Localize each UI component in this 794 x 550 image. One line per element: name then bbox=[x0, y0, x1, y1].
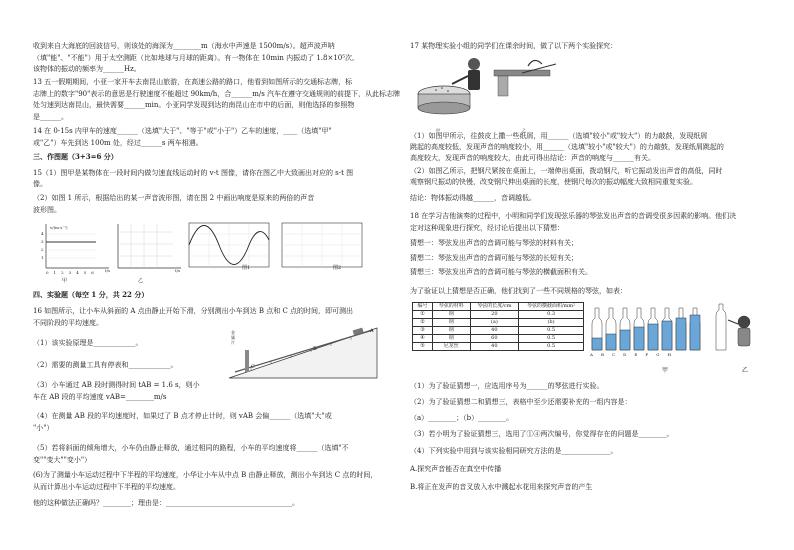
tick-label: 2 bbox=[41, 247, 44, 252]
section-heading: 三、作图题（3+3=6 分） bbox=[33, 152, 118, 161]
tick-label: 1 bbox=[53, 270, 57, 275]
text-line: （3）小车通过 AB 段时测得时间 tAB = 1.6 s，则小 bbox=[33, 381, 200, 389]
text-line: 猜想三：琴弦发出声音的音调可能与琴弦的横截面积有关。 bbox=[410, 268, 592, 276]
table-header-cell: 编号 bbox=[413, 303, 433, 311]
tick-label: 5 bbox=[83, 270, 87, 275]
text-line: 结论：物体振动得越______，音调越低。 bbox=[410, 194, 536, 202]
text-line: 定对这种现象进行探究，经讨论后提出以下猜想： bbox=[410, 224, 564, 232]
figure-caption: 甲 bbox=[62, 278, 68, 284]
table-row bbox=[413, 327, 584, 335]
text-line: （1）如图甲所示，往鼓皮上撒一些纸屑，用______（选填"较小"或"较大"）的力敲鼓，发现纸屑 bbox=[410, 132, 708, 140]
text-line: 跳起的高度较低，发现声音的响度较小，用______（选填"较小"或"较大"）的力敲鼓，发现纸屑跳起的 bbox=[410, 143, 724, 151]
table-cell: 40 bbox=[470, 343, 518, 351]
text-line: （a）________；（b）________。 bbox=[410, 414, 514, 422]
table-cell: ② bbox=[413, 319, 433, 327]
incline-figure bbox=[221, 326, 381, 384]
table-row bbox=[413, 319, 584, 327]
table-cell: (a) bbox=[470, 319, 518, 327]
text-line: 从而计算出小车运动过程中下半程的平均速度。 bbox=[33, 483, 180, 491]
tick-label: 3 bbox=[41, 239, 44, 244]
text-line: "小"） bbox=[33, 424, 54, 432]
text-line: （4）在测量 AB 段的平均速度时，如果过了 B 点才停止计时，则 vAB 会偏______（选填"大"或 bbox=[33, 412, 332, 420]
text-line: A.探究声音能否在真空中传播 bbox=[410, 465, 502, 473]
string-spec-table bbox=[412, 302, 584, 351]
tick-label: 6 bbox=[91, 270, 94, 275]
text-line: 高度较大，发现声音的响度较大，由此可得出结论：声音的响度与______有关。 bbox=[410, 154, 655, 162]
point-label: C bbox=[251, 364, 255, 370]
figure-caption: 甲 bbox=[662, 367, 669, 374]
table-cell: ⑤ bbox=[413, 343, 433, 351]
text-line: （填"能"、"不能"）用于太空测距（比如地球与月球的距离）。有一物体在 10min 内振动了 1.8×10⁵次, bbox=[33, 54, 355, 62]
text-line: 观察钢尺振动的快慢，改变钢尺伸出桌面的长度，使钢尺每次的振动幅度大致相同重复实验。 bbox=[410, 178, 697, 186]
table-cell: 0.5 bbox=[519, 335, 584, 343]
text-line: 14 在 0-15s 内甲车的速度______（选填"大于"、"等于"或"小于"）乙车的速度，____（选填"甲" bbox=[33, 127, 332, 135]
text-line: 为了验证以上猜想是否正确，他们找到了一些不同规格的琴弦，如表： bbox=[410, 287, 627, 295]
tick-label: 1 bbox=[41, 255, 44, 260]
text-line: 收到来自大海底的回波信号，则该处的海深为________m（海水中声速是 1500m/s）。超声波声呐 bbox=[33, 42, 335, 50]
text-line: (6)为了测量小车运动过程中下半程的平均速度，小华让小车从中点 B 由静止释放，测出小车到达 C 点的时间， bbox=[33, 471, 378, 479]
text-line: 车在 AB 段的平均速度 vAB=________m/s bbox=[33, 393, 167, 401]
figure-caption: 甲 bbox=[436, 128, 440, 133]
table-cell: 0.3 bbox=[519, 311, 584, 319]
text-line: （2）为了验证猜想二和猜想三，表格中至少还需要补充的一组内容是： bbox=[410, 398, 632, 406]
table-row bbox=[413, 335, 584, 343]
text-line: 该物体的振动的频率为______Hz。 bbox=[33, 65, 141, 73]
text-line: 他的这种做法正确吗？________；理由是：____________________________________。 bbox=[33, 499, 299, 507]
figure-caption: 图2 bbox=[333, 265, 342, 271]
table-cell: ① bbox=[413, 311, 433, 319]
text-line: 是______。 bbox=[33, 113, 68, 121]
text-line: 不同阶段的平均速度。 bbox=[33, 319, 103, 327]
table-cell: (b) bbox=[519, 319, 584, 327]
text-line: （5）若将斜面的倾角增大，小车仍由静止释放，通过相同的路程，小车的平均速度将______（选填"不 bbox=[33, 444, 349, 452]
text-line: 17 某物理实验小组的同学们在课余时间，做了以下两个实验探究： bbox=[410, 42, 618, 50]
tick-labels bbox=[46, 268, 94, 278]
text-line: 猜想一：琴弦发出声音的音调可能与琴弦的材料有关； bbox=[410, 239, 578, 247]
text-line: （1）该实验原理是____________。 bbox=[33, 339, 143, 347]
text-line: 16 如图所示，让小车从斜面的 A 点由静止开始下滑，分别测出小车到达 B 点和 C 点的时间，即可测出 bbox=[33, 307, 354, 315]
text-line: 波形图。 bbox=[33, 206, 61, 214]
bottle-letters: A B C D E F G H bbox=[590, 352, 675, 357]
figure-drum-experiment bbox=[412, 54, 562, 124]
text-line: （1）为了验证猜想一，应选用序号为______的琴弦进行实验。 bbox=[410, 382, 604, 390]
tick-label: 4 bbox=[41, 231, 44, 236]
table-cell: 尼龙丝 bbox=[433, 343, 471, 351]
figure-waveform-1 bbox=[188, 222, 273, 272]
axis-label: t/s bbox=[105, 268, 111, 273]
figure-caption: 图1 bbox=[242, 265, 251, 271]
tick-label: 0 bbox=[46, 270, 49, 275]
point-label: B bbox=[313, 346, 317, 352]
tick-label: 2 bbox=[61, 270, 64, 275]
table-cell: ④ bbox=[413, 335, 433, 343]
table-header-row bbox=[413, 303, 584, 311]
text-line: 18 在学习吉他演奏的过程中，小明和同学们发现弦乐器的琴弦发出声音的音调受很多因素的影响。他们决 bbox=[410, 212, 737, 220]
text-line: 15（1）图甲是某物体在一段时间内做匀速直线运动时的 v-t 图像，请你在图乙中大致画出对应的 s-t 图 bbox=[33, 169, 354, 177]
tick-label: 4 bbox=[76, 270, 79, 275]
axis-label: t/s bbox=[175, 268, 181, 273]
text-line: （3）若小明为了验证猜想三，选用了①④两次编号，你觉得存在的问题是________。 bbox=[410, 430, 674, 438]
tick-labels bbox=[41, 230, 47, 262]
table-cell: 0.5 bbox=[519, 327, 584, 335]
table-cell: 20 bbox=[470, 311, 518, 319]
text-line: 猜想二：琴弦发出声音的音调可能与琴弦的长短有关； bbox=[410, 254, 578, 262]
table-cell: 60 bbox=[470, 335, 518, 343]
table-cell: ③ bbox=[413, 327, 433, 335]
text-line: B.将正在发声的音叉放入水中溅起水花用来探究声音的产生 bbox=[410, 483, 593, 491]
section-heading: 四、实验题（每空 1 分，共 22 分） bbox=[33, 290, 149, 299]
text-line: （4）下列实验中用到与该实验相同研究方法的是______________。 bbox=[410, 447, 618, 455]
table-header-cell: 琴弦的材料 bbox=[433, 303, 471, 311]
text-line: 或"乙"）车先到达 100m 处，经过______s 两车相遇。 bbox=[33, 139, 203, 147]
text-line: 变""变大""变小"） bbox=[33, 456, 92, 464]
incline-label: 金属片 bbox=[231, 330, 235, 345]
figure-waveform-2 bbox=[281, 222, 366, 272]
figure-st-graph bbox=[113, 220, 183, 280]
table-row bbox=[413, 311, 584, 319]
table-cell: 钢 bbox=[433, 311, 471, 319]
text-line: 像。 bbox=[33, 180, 47, 188]
figure-caption: 乙 bbox=[522, 128, 526, 133]
table-cell: 钢 bbox=[433, 335, 471, 343]
text-line: 志牌上的数字"90"表示的意思是行驶速度不能超过 90km/h，合______m/s 汽车在遵守交通规则的前提下，从此标志牌 bbox=[33, 90, 401, 98]
text-line: 13 五一假期期间，小亚一家开车去南昆山旅游，在高速公路的路口，他看到如图所示的交通标志牌，标 bbox=[33, 78, 353, 86]
table-cell: 钢 bbox=[433, 319, 471, 327]
figure-caption: 乙 bbox=[138, 278, 144, 284]
table-cell: 钢 bbox=[433, 327, 471, 335]
table-cell: 40 bbox=[470, 327, 518, 335]
table-header-cell: 琴弦的横截面积/mm² bbox=[519, 303, 584, 311]
text-line: （2）需要的测量工具有停表和____________。 bbox=[33, 361, 178, 369]
figure-caption: 乙 bbox=[742, 367, 749, 374]
tick-label: 3 bbox=[68, 270, 72, 275]
text-line: （2）如图 1 所示，根据给出的某一声音波形图，请在图 2 中画出响度是原来的两倍的声音 bbox=[33, 194, 315, 202]
axis-label: v/(m·s⁻¹) bbox=[50, 225, 68, 230]
point-label: A bbox=[370, 328, 374, 334]
text-line: 处匀速到达南昆山，最快需要______min。小亚同学发现到达的南昆山在市中的后面，则他选择的参照物 bbox=[33, 101, 355, 109]
table-header-cell: 琴弦的长度/cm bbox=[470, 303, 518, 311]
table-cell: 0.5 bbox=[519, 343, 584, 351]
table-row bbox=[413, 343, 584, 351]
text-line: （2）如图乙所示，把钢尺紧按在桌面上，一端伸出桌面，拨动钢尺，听它振动发出声音的高低，同时 bbox=[410, 167, 723, 175]
